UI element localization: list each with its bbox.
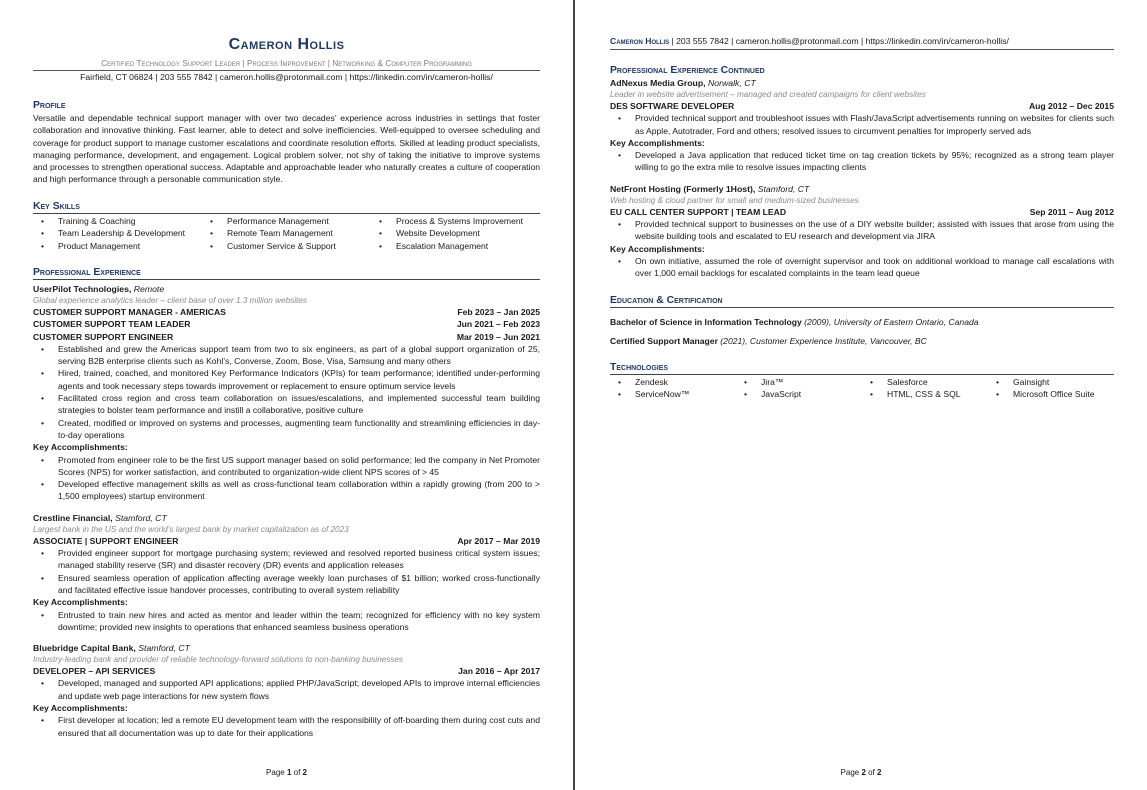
job-bullets (33, 547, 540, 596)
skill-item: • Customer Service & Support (202, 240, 371, 252)
accomplishments-label: Key Accomplishments: (33, 597, 128, 608)
list-item: • Established and grew the Americas support team from two to six engineers, as part of a global support organization of 25, serving B2B enterprise clients such as Kohl’s, Converse, Zoom, Bose, Visa, Samsung and many others (33, 343, 540, 368)
skill-item: • Website Development (371, 227, 540, 239)
list-item: • Provided technical support and troubleshoot issues with Flash/JavaScript advertisements running on websites for clients such as Apple, Autotrader, Ford and others; resolved issues to circumvent penalties for improperly served ads (610, 112, 1114, 137)
header-contact: | 203 555 7842 | cameron.hollis@protonmail.com | https://linkedin.com/in/cameron-hollis/ (669, 36, 1009, 46)
technologies-list (610, 376, 1114, 401)
experience-heading: Professional Experience (33, 266, 540, 280)
job-role: ASSOCIATE | SUPPORT ENGINEER Apr 2017 – Mar 2019 (33, 535, 540, 546)
job-entry (33, 642, 540, 739)
resume-page-1 (0, 0, 573, 790)
accomplishments-label: Key Accomplishments: (610, 137, 705, 148)
job-role: DEVELOPER – API SERVICES Jan 2016 – Apr 2017 (33, 666, 540, 677)
experience-continued-heading: Professional Experience Continued (610, 65, 765, 76)
company-description: Leader in website advertisement – managed and created campaigns for client websites (610, 90, 926, 99)
list-item: • Provided technical support to businesses on the use of a DIY website builder; assisted with issues that arose from using the website building tools and escalated to EU research and development via JIRA (610, 218, 1114, 243)
page-number: Page 2 of 2 (840, 768, 882, 777)
job-bullets (610, 218, 1114, 243)
list-item: • Ensured seamless operation of application affecting average weekly loan purchases of $1 billion; worked cross-functionally and facilitated effective issue handover processes, contributing to overall system reliability (33, 572, 540, 597)
accomplishments-label: Key Accomplishments: (33, 703, 128, 714)
job-bullets (610, 112, 1114, 137)
technologies-heading: Technologies (610, 361, 1114, 375)
list-item: • Developed effective management skills as well as cross-functional team collaboration within a rapidly growing (from 200 to > 1,500 employees) startup environment (33, 478, 540, 503)
list-item: • Created, modified or improved on systems and processes, augmenting team functionality and streamlining efficiencies in day-to-day operations (33, 417, 540, 442)
tech-item: • Zendesk (610, 376, 736, 388)
list-item: • Facilitated cross region and cross team collaboration on issues/escalations, and implemented successful team building strategies to bolster team performance and instill a collaborative, positive culture (33, 392, 540, 417)
job-bullets (33, 343, 540, 441)
company-description: Global experience analytics leader – client base of over 1.3 million websites (33, 296, 307, 305)
skill-item: • Team Leadership & Development (33, 227, 202, 239)
tech-item: • JavaScript (736, 388, 862, 400)
accomplishments-label: Key Accomplishments: (33, 442, 128, 453)
certification-item: Certified Support Manager (2021), Customer Experience Institute, Vancouver, BC (610, 335, 927, 346)
job-entry (610, 77, 1114, 174)
candidate-tagline: Certified Technology Support Leader | Process Improvement | Networking & Computer Programming (33, 58, 540, 71)
company-description: Web hosting & cloud partner for small and medium-sized businesses (610, 195, 859, 205)
skill-item: • Process & Systems Improvement (371, 215, 540, 227)
job-bullets (33, 677, 540, 702)
list-item: • On own initiative, assumed the role of overnight supervisor and took on additional workload to manage call escalations with over 1,000 email backlogs for escalated complaints in the team lead queue (610, 255, 1114, 280)
list-item: • Developed, managed and supported API applications; applied PHP/JavaScript; developed APIs to improve internal efficiencies and update web page interactions for new system flows (33, 677, 540, 702)
list-item: • Developed a Java application that reduced ticket time on tag creation tickets by 95%; recognized as a strong team player willing to go the extra mile to resolve issues impacting clients (610, 149, 1114, 174)
list-item: • Entrusted to train new hires and acted as mentor and leader within the team; recognized for efficiency with no key system downtime; provided new insights to operations that enhanced seamless business operations (33, 609, 540, 634)
accomplishment-bullets (610, 255, 1114, 280)
page-number: Page 1 of 2 (266, 768, 307, 777)
candidate-name: Cameron Hollis (228, 36, 345, 53)
contact-line: Fairfield, CT 06824 | 203 555 7842 | cameron.hollis@protonmail.com | https://linkedin.com/in/cameron-hollis/ (80, 72, 493, 82)
job-role: EU CALL CENTER SUPPORT | TEAM LEAD Sep 2011 – Aug 2012 (610, 206, 1114, 217)
education-heading: Education & Certification (610, 294, 1114, 308)
tech-item: • Microsoft Office Suite (988, 388, 1114, 400)
company-description: Largest bank in the US and the world’s largest bank by market capitalization as of 2023 (33, 524, 349, 534)
company-name: Crestline Financial, Stamford, CT (33, 512, 167, 523)
accomplishment-bullets (610, 149, 1114, 174)
tech-item: • Salesforce (862, 376, 988, 388)
key-skills-list (33, 215, 540, 252)
job-entry (33, 512, 540, 633)
skill-item: • Remote Team Management (202, 227, 371, 239)
company-name: UserPilot Technologies, Remote (33, 284, 165, 294)
job-role: DES SOFTWARE DEVELOPER Aug 2012 – Dec 2015 (610, 101, 1114, 111)
tech-item: • HTML, CSS & SQL (862, 388, 988, 400)
list-item: • Hired, trained, coached, and monitored Key Performance Indicators (KPIs) for team performance; identified under-performing agents and took necessary steps towards improvement or replacement to ensure optimum service levels (33, 367, 540, 392)
tech-item: • Gainsight (988, 376, 1114, 388)
tech-item: • ServiceNow™ (610, 388, 736, 400)
accomplishments-label: Key Accomplishments: (610, 243, 705, 254)
list-item: • First developer at location; led a remote EU development team with the responsibility of off-boarding them during cost cuts and ensured that all documentation was up to date for their applications (33, 714, 540, 739)
job-role: CUSTOMER SUPPORT ENGINEER Mar 2019 – Jun 2021 (33, 331, 540, 342)
accomplishment-bullets (33, 609, 540, 634)
key-skills-heading: Key Skills (33, 200, 540, 214)
skill-item: • Training & Coaching (33, 215, 202, 227)
list-item: • Provided engineer support for mortgage purchasing system; reviewed and resolved reported business critical system issues; managed stability reserve (SR) and disaster recovery (DR) events and application releases (33, 547, 540, 572)
job-entry (33, 283, 540, 503)
company-name: Bluebridge Capital Bank, Stamford, CT (33, 643, 190, 654)
profile-text: Versatile and dependable technical support manager with over two decades’ experience across industries in settings that foster collaboration and innovative thinking. Fast learner, able to detect and solve inefficiencies. Well-equipped to oversee scheduling and coverage for product support to manage customer escalations and coordinate resolution efforts. Skilled at leading product specialists, managing performance, development, and engagement. Logical problem solver, not shy of taking the initiative to improve systems and processes to strengthen operational success. Adaptable and approachable leader who naturally creates a culture of cooperation and high performance through a personable communication style. (33, 113, 540, 185)
page2-header (610, 36, 1114, 50)
job-role: CUSTOMER SUPPORT MANAGER - AMERICAS Feb 2023 – Jan 2025 (33, 307, 540, 317)
company-name: NetFront Hosting (Formerly 1Host), Stamford, CT (610, 183, 810, 194)
skill-item: • Performance Management (202, 215, 371, 227)
job-role: CUSTOMER SUPPORT TEAM LEADER Jun 2021 – Feb 2023 (33, 319, 540, 330)
job-entry (610, 183, 1114, 280)
resume-page-2 (575, 0, 1147, 790)
list-item: • Promoted from engineer role to be the first US support manager based on solid performance; led the company in Net Promoter Scores (NPS) for worker satisfaction, and contributed to organization-wide client NPS scores of > 45 (33, 454, 540, 479)
accomplishment-bullets (33, 454, 540, 503)
profile-heading: Profile (33, 100, 66, 111)
skill-item: • Escalation Management (371, 240, 540, 252)
company-name: AdNexus Media Group, Norwalk, CT (610, 78, 756, 88)
skill-item: • Product Management (33, 240, 202, 252)
company-description: Industry-leading bank and provider of reliable technology-forward solutions to non-banking businesses (33, 655, 404, 665)
education-item: Bachelor of Science in Information Technology (2009), University of Eastern Ontario, Canada (610, 316, 979, 327)
accomplishment-bullets (33, 714, 540, 739)
tech-item: • Jira™ (736, 376, 862, 388)
header-name: Cameron Hollis (610, 36, 670, 46)
